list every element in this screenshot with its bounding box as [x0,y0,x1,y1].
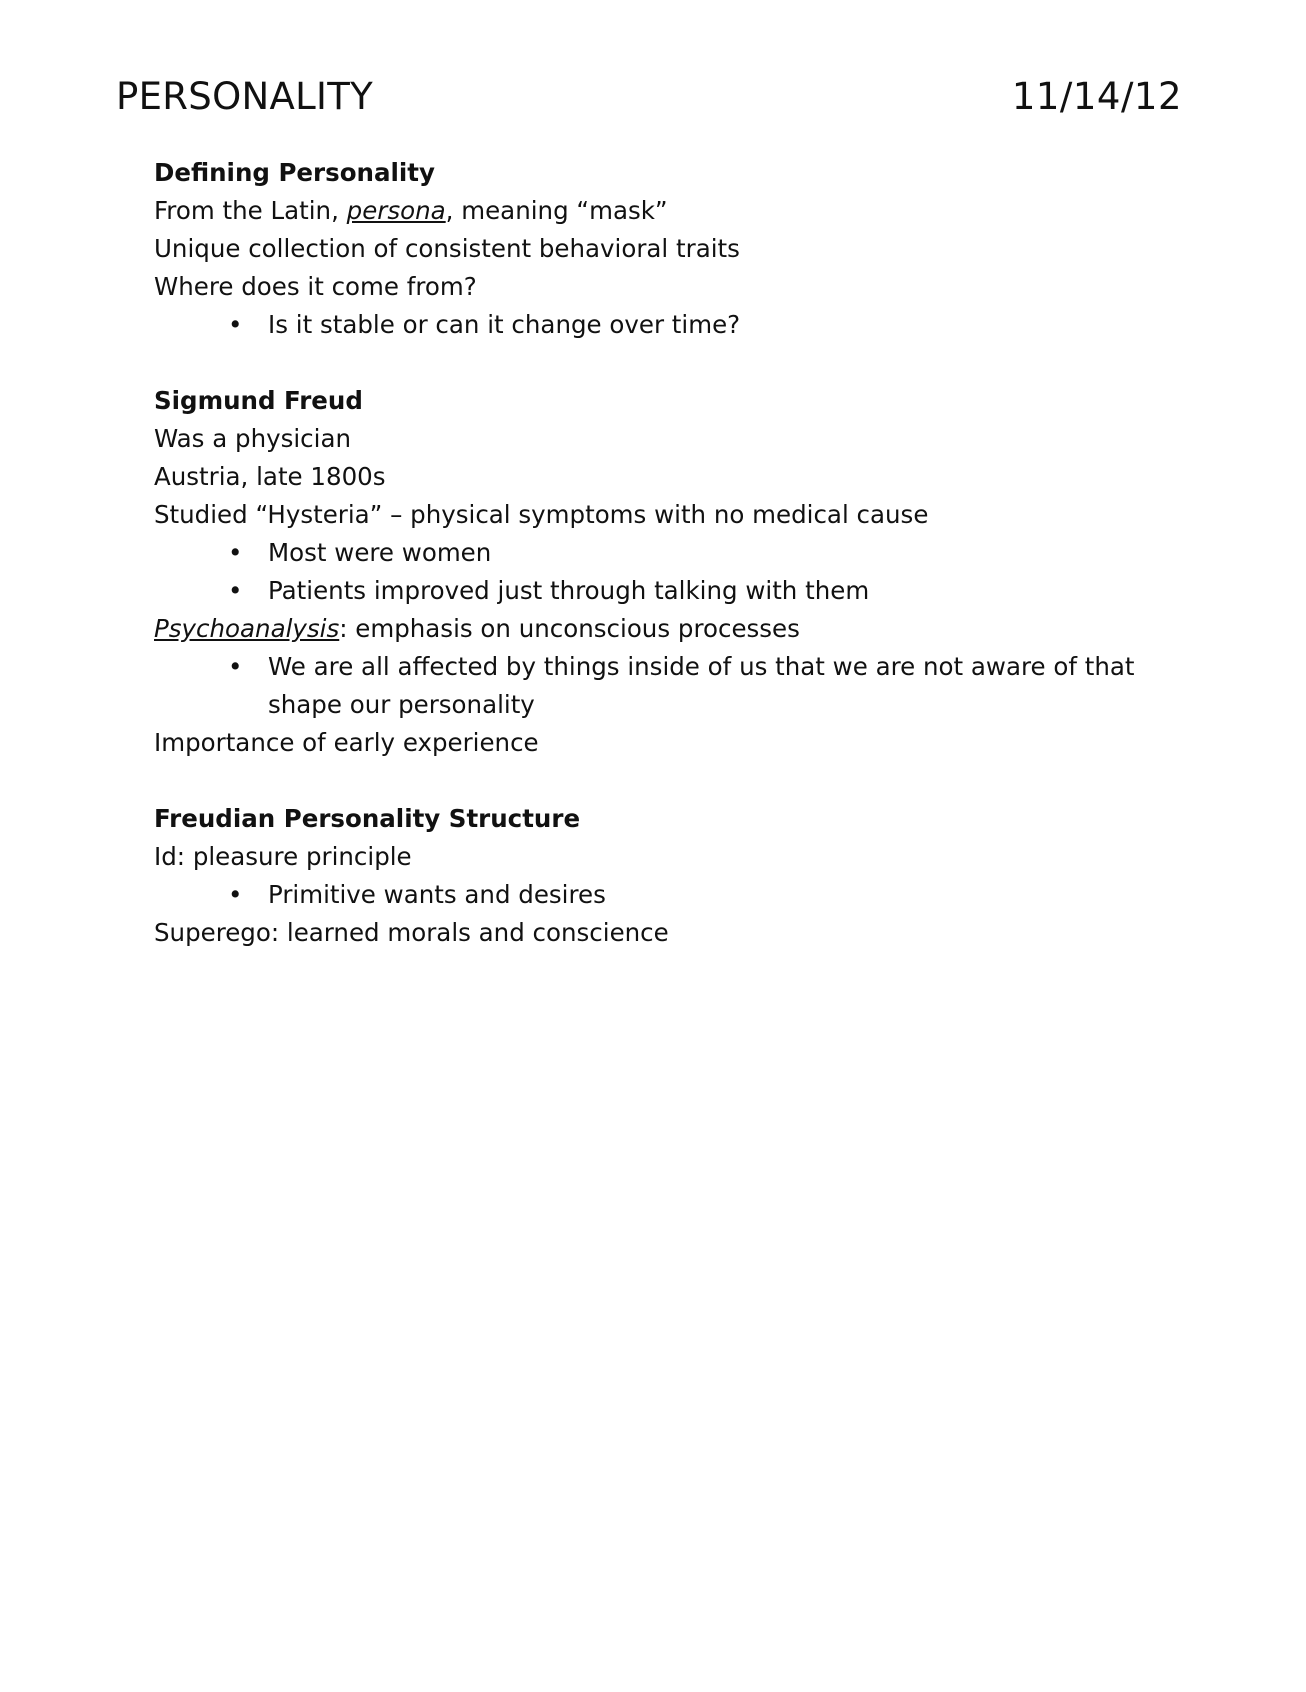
bullet-icon: • [228,538,243,567]
text-line: Id: pleasure principle [154,842,412,871]
emphasized-term: Psychoanalysis [154,614,340,643]
text-line: Where does it come from? [154,272,477,301]
text-line: Was a physician [154,424,351,453]
bullet-item [154,876,1154,914]
bullet-text: We are all affected by things inside of us that we are not aware of that shape our personality [268,652,1135,719]
bullet-item [154,306,1154,344]
text-line [154,610,1154,648]
bullet-text: Most were women [268,538,492,567]
section-heading: Sigmund Freud [154,386,363,415]
bullet-item [154,572,1154,610]
text-line: Superego: learned morals and conscience [154,918,669,947]
document-title: PERSONALITY [116,75,374,118]
bullet-icon: • [228,576,243,605]
section-defining-personality [154,154,1154,344]
text-line: Importance of early experience [154,728,539,757]
document-date: 11/14/12 [1011,75,1182,118]
bullet-text: Is it stable or can it change over time? [268,310,741,339]
emphasized-term: persona [346,196,446,225]
bullet-text: Patients improved just through talking with them [268,576,870,605]
section-sigmund-freud [154,382,1154,762]
text-line: Unique collection of consistent behavioral traits [154,234,740,263]
bullet-icon: • [228,880,243,909]
text-line: Austria, late 1800s [154,462,386,491]
bullet-text: Primitive wants and desires [268,880,606,909]
text-span: , meaning “mask” [445,196,668,225]
section-freudian-personality-structure [154,800,1154,952]
text-line [154,192,1154,230]
document-header [116,72,1182,122]
section-heading: Defining Personality [154,158,435,187]
text-line: Studied “Hysteria” – physical symptoms with no medical cause [154,500,929,529]
text-span: : emphasis on unconscious processes [339,614,800,643]
text-span: From the Latin, [154,196,347,225]
bullet-item [154,534,1154,572]
bullet-item [154,648,1154,724]
section-heading: Freudian Personality Structure [154,804,581,833]
bullet-icon: • [228,310,243,339]
bullet-icon: • [228,652,243,681]
document-body [154,154,1154,990]
